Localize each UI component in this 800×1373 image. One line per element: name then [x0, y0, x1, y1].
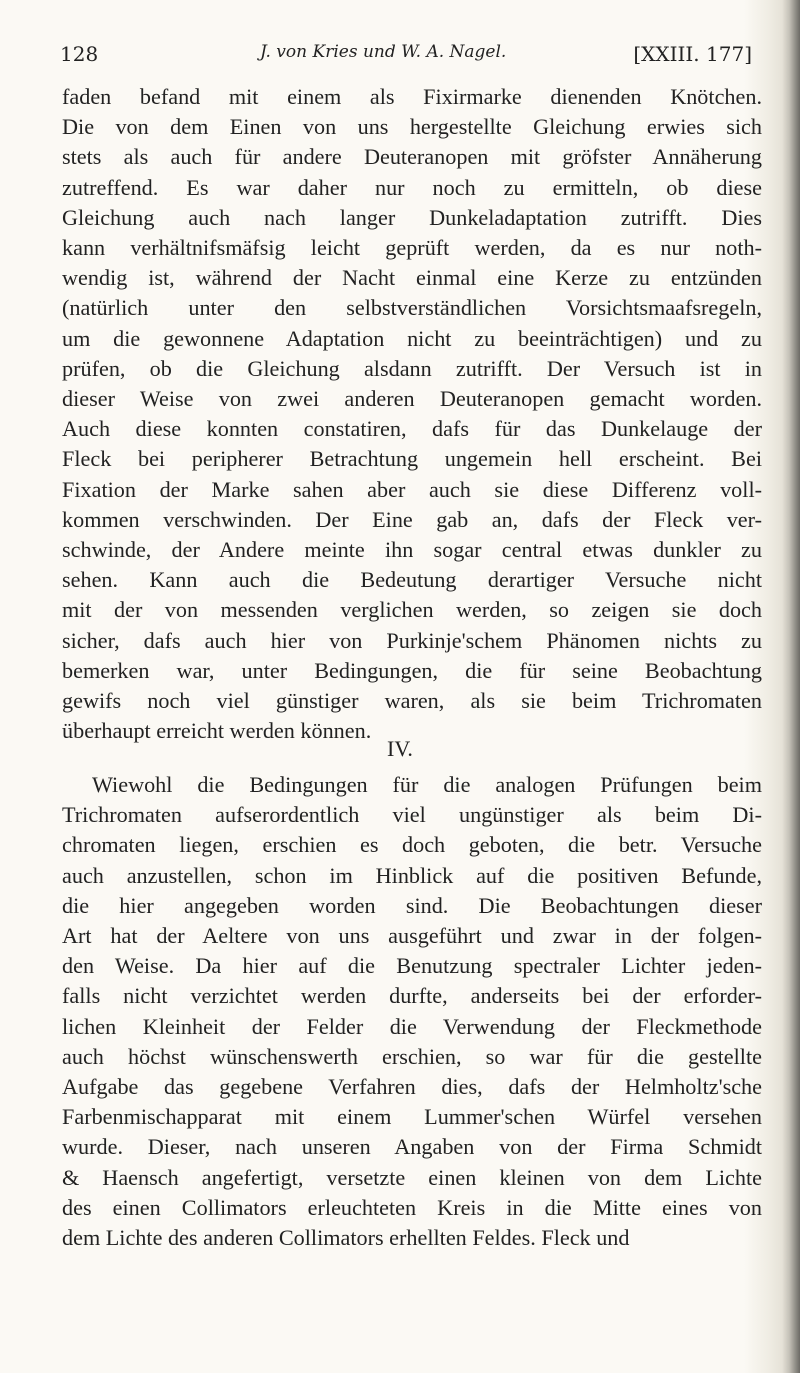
text-line: dem Lichte des anderen Collimators erhellten Feldes. Fleck und [62, 1225, 630, 1251]
text-line: stets als auch für andere Deuteranopen mit gröfster Annäherung [62, 144, 762, 170]
text-line: lichen Kleinheit der Felder die Verwendung der Fleckmethode [62, 1013, 762, 1039]
text-line: dieser Weise von zwei anderen Deuteranopen gemacht worden. [62, 386, 762, 412]
text-line: um die gewonnene Adaptation nicht zu beeinträchtigen) und zu [62, 325, 762, 351]
page-reference: [XXIII. 177] [633, 42, 752, 66]
text-line: auch anzustellen, schon im Hinblick auf die positiven Befunde, [62, 862, 762, 888]
running-title: J. von Kries und W. A. Nagel. [260, 42, 507, 62]
page-edge-shadow [782, 0, 800, 1373]
text-line: gewifs noch viel günstiger waren, als sie beim Trichromaten [62, 688, 762, 714]
text-line: bemerken war, unter Bedingungen, die für seine Beobachtung [62, 657, 762, 683]
text-line: Aufgabe das gegebene Verfahren dies, dafs der Helmholtz'sche [62, 1074, 762, 1100]
text-line: (natürlich unter den selbstverständlichen Vorsichtsmaafsregeln, [62, 295, 762, 321]
text-line: wendig ist, während der Nacht einmal eine Kerze zu entzünden [62, 265, 762, 291]
text-line: kann verhältnifsmäfsig leicht geprüft werden, da es nur noth- [62, 235, 762, 261]
page-header [60, 22, 760, 66]
text-line: sicher, dafs auch hier von Purkinje'schem Phänomen nichts zu [62, 627, 762, 653]
text-line: Gleichung auch nach langer Dunkeladaptation zutrifft. Dies [62, 204, 762, 230]
paragraph-1 [62, 82, 762, 746]
text-line: des einen Collimators erleuchteten Kreis in die Mitte eines von [62, 1194, 762, 1220]
page-number: 128 [60, 42, 99, 66]
text-line: Die von dem Einen von uns hergestellte Gleichung erwies sich [62, 114, 762, 140]
text-line: Auch diese konnten constatiren, dafs für das Dunkelauge der [62, 416, 762, 442]
text-line: & Haensch angefertigt, versetzte einen kleinen von dem Lichte [62, 1164, 762, 1190]
text-line: sehen. Kann auch die Bedeutung derartiger Versuche nicht [62, 567, 762, 593]
section-heading: IV. [387, 736, 413, 761]
text-line: prüfen, ob die Gleichung alsdann zutrifft. Der Versuch ist in [62, 355, 762, 381]
text-line: chromaten liegen, erschien es doch geboten, die betr. Versuche [62, 832, 762, 858]
text-line: Trichromaten aufserordentlich viel ungünstiger als beim Di- [62, 802, 762, 828]
text-line: auch höchst wünschenswerth erschien, so war für die gestellte [62, 1043, 762, 1069]
text-line: überhaupt erreicht werden können. [62, 718, 372, 744]
text-line: Wiewohl die Bedingungen für die analogen Prüfungen beim [92, 772, 762, 797]
text-line: kommen verschwinden. Der Eine gab an, dafs der Fleck ver- [62, 506, 762, 532]
text-line: die hier angegeben worden sind. Die Beobachtungen dieser [62, 892, 762, 918]
text-line: wurde. Dieser, nach unseren Angaben von der Firma Schmidt [62, 1134, 762, 1160]
text-line: Fleck bei peripherer Betrachtung ungemein hell erscheint. Bei [62, 446, 762, 472]
text-line: mit der von messenden verglichen werden, so zeigen sie doch [62, 597, 762, 623]
text-line: den Weise. Da hier auf die Benutzung spectraler Lichter jeden- [62, 953, 762, 979]
text-line: Fixation der Marke sahen aber auch sie diese Differenz voll- [62, 476, 762, 502]
text-line: zutreffend. Es war daher nur noch zu ermitteln, ob diese [62, 174, 762, 200]
text-line: falls nicht verzichtet werden durfte, anderseits bei der erforder- [62, 983, 762, 1009]
text-line: Farbenmischapparat mit einem Lummer'schen Würfel versehen [62, 1104, 762, 1130]
text-line: Art hat der Aeltere von uns ausgeführt und zwar in der folgen- [62, 923, 762, 949]
paragraph-2 [62, 770, 762, 1253]
text-line: faden befand mit einem als Fixirmarke dienenden Knötchen. [62, 84, 762, 109]
text-line: schwinde, der Andere meinte ihn sogar central etwas dunkler zu [62, 537, 762, 563]
